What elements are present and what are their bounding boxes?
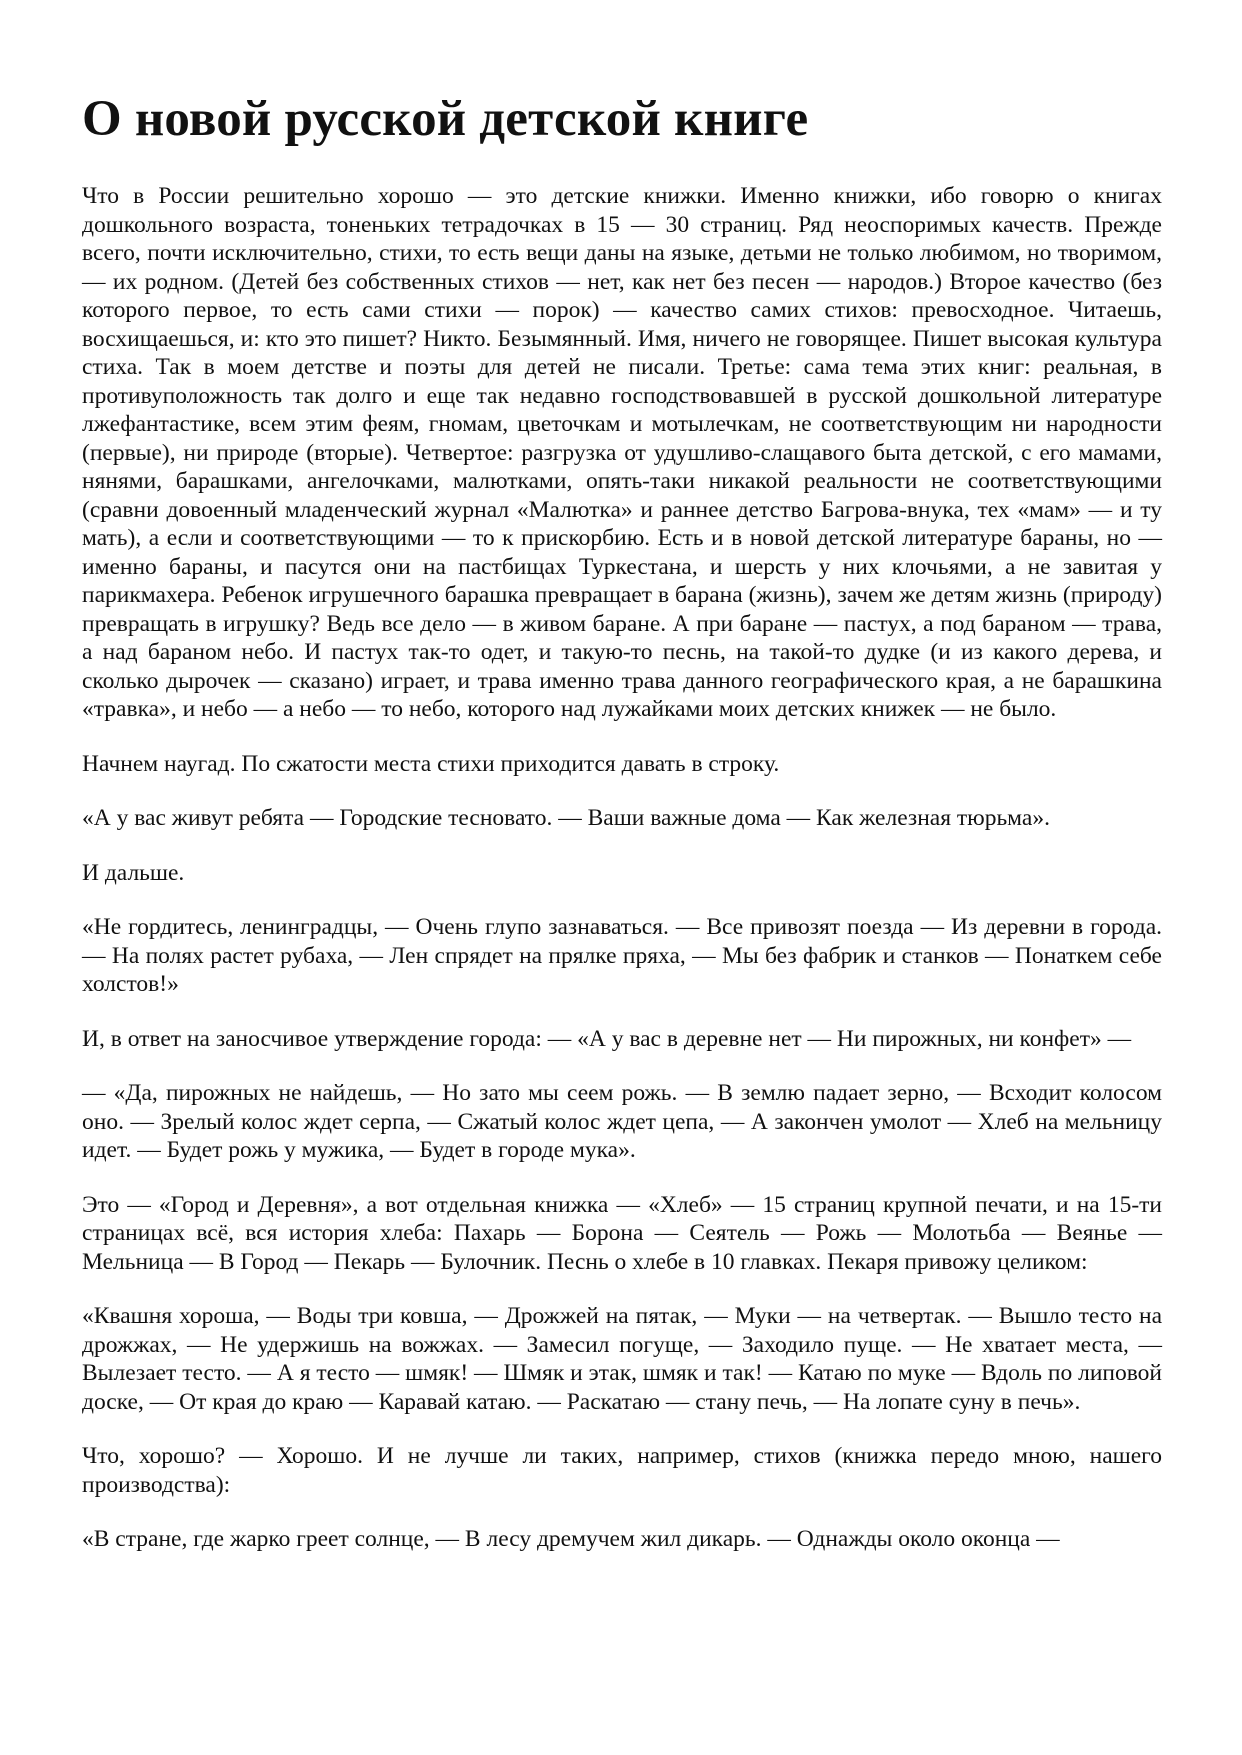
paragraph-start: Начнем наугад. По сжатости места стихи приходится давать в строку. bbox=[82, 750, 780, 777]
paragraph-comparison: Что, хорошо? — Хорошо. И не лучше ли таких, например, стихов (книжка передо мною, нашего производства): bbox=[82, 1443, 1162, 1498]
document-page bbox=[82, 86, 1162, 1554]
paragraph-quote-baker: «Квашня хороша, — Воды три ковша, — Дрожжей на пятак, — Муки — на четвертак. — Вышло тесто на дрожжах, — Не удержишь на вожжах. — Замесил погуще, — Заходило пуще. — Не хватает места, — Вылезает тесто. — А я тесто — шмяк! — Шмяк и этак, шмяк и так! — Катаю по муке — Вдоль по липовой доске, — От края до краю — Каравай катаю. — Раскатаю — стану печь, — На лопате суну в печь». bbox=[82, 1303, 1162, 1415]
page-title: О новой русской детской книге bbox=[82, 91, 809, 147]
paragraph-quote-savage: «В стране, где жарко греет солнце, — В лесу дремучем жил дикарь. — Однажды около оконца — bbox=[82, 1526, 1060, 1552]
paragraph-quote-rye: — «Да, пирожных не найдешь, — Но зато мы сеем рожь. — В землю падает зерно, — Всходит колосом оно. — Зрелый колос ждет серпа, — Сжатый колос ждет цепа, — А закончен умолот — Хлеб на мельницу идет. — Будет рожь у мужика, — Будет в городе мука». bbox=[82, 1080, 1162, 1163]
paragraph-quote-leningrad: «Не гордитесь, ленинградцы, — Очень глупо зазнаваться. — Все привозят поезда — Из деревни в города. — На полях растет рубаха, — Лен спрядет на прялке пряха, — Мы без фабрик и станков — Понаткем себе холстов!» bbox=[82, 914, 1162, 997]
paragraph-quote-city: «А у вас живут ребята — Городские тесновато. — Ваши важные дома — Как железная тюрьма». bbox=[82, 805, 1050, 831]
paragraph-reply-intro: И, в ответ на заносчивое утверждение города: — «А у вас в деревне нет — Ни пирожных, ни конфет» — bbox=[82, 1025, 1132, 1052]
paragraph-bread-book: Это — «Город и Деревня», а вот отдельная книжка — «Хлеб» — 15 страниц крупной печати, и на 15-ти страницах всё, вся история хлеба: Пахарь — Борона — Сеятель — Рожь — Молотьба — Веянье — Мельница — В Город — Пекарь — Булочник. Песнь о хлебе в 10 главках. Пекаря привожу целиком: bbox=[82, 1191, 1162, 1275]
paragraph-intro: Что в России решительно хорошо — это детские книжки. Именно книжки, ибо говорю о книгах дошкольного возраста, тоненьких тетрадочках в 15 — 30 страниц. Ряд неоспоримых качеств. Прежде всего, почти исключительно, стихи, то есть вещи даны на языке, детьми не только любимом, но творимом, — их родном. (Детей без собственных стихов — нет, как нет без песен — народов.) Второе качество (без которого первое, то есть сами стихи — порок) — качество самих стихов: превосходное. Читаешь, восхищаешься, и: кто это пишет? Никто. Безымянный. Имя, ничего не говорящее. Пишет высокая культура стиха. Так в моем детстве и поэты для детей не писали. Третье: сама тема этих книг: реальная, в противуположность так долго и еще так недавно господствовавшей в русской дошкольной литературе лжефантастике, всем этим феям, гномам, цветочкам и мотылечкам, не соответствующим ни народности (первые), ни природе (вторые). Четвертое: разгрузка от удушливо-слащавого быта детской, с его мамами, нянями, барашками, ангелочками, малютками, опять-таки никакой реальности не соответствующими (сравни довоенный младенческий журнал «Малютка» и раннее детство Багрова-внука, тех «мам» — и ту мать), а если и соответствующими — то к прискорбию. Есть и в новой детской литературе бараны, но — именно бараны, и пасутся они на пастбищах Туркестана, и шерсть у них клочьями, а не завитая у парикмахера. Ребенок игрушечного барашка превращает в барана (жизнь), зачем же детям жизнь (природу) превращать в игрушку? Ведь все дело — в живом баране. А при баране — пастух, а под бараном — трава, а над бараном небо. И пастух так-то одет, и такую-то песнь, на такой-то дудке (и из какого дерева, и сколько дырочек — сказано) играет, и трава именно трава данного географического края, а не барашкина «травка», и небо — а небо — то небо, которого над лужайками моих детских книжек — не было. bbox=[82, 183, 1162, 722]
paragraph-further: И дальше. bbox=[82, 859, 185, 886]
